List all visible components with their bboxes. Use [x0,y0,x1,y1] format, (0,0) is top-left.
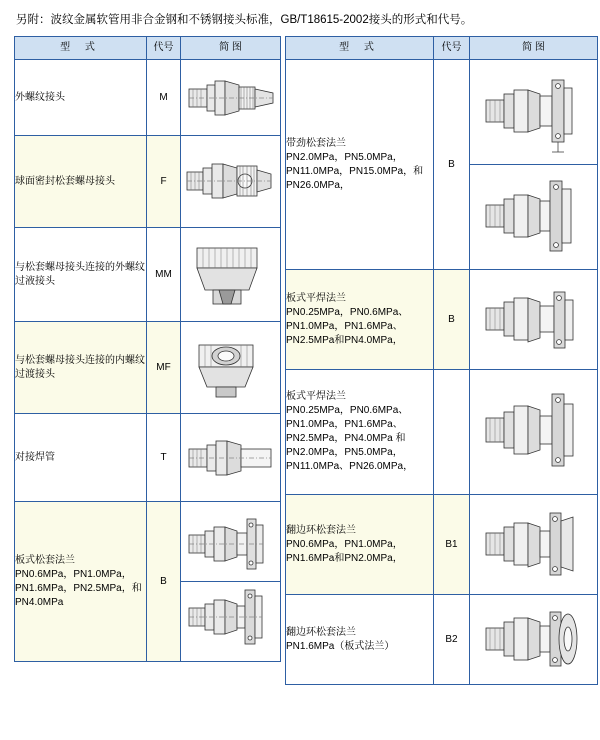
header-type: 型 式 [286,37,434,60]
row-code: B2 [434,595,470,685]
table-header-row [15,37,281,60]
row-type-name [286,60,434,270]
row-type-name [15,502,147,662]
header-code: 代号 [147,37,181,60]
row-type-detail: PN0.6MPa，PN1.0MPa，PN1.6MPa，PN2.5MPa，和PN4.0MPa [15,568,142,608]
table-row [15,502,281,662]
plate-loose-flange-figure-top [181,509,280,582]
row-type-detail: PN0.25MPa，PN0.6MPa、PN1.0MPa，PN1.6MPa、PN2.5MPa，PN4.0MPa 和PN2.0MPa，PN5.0MPa，PN11.0MPa、PN26.0MPa， [286,405,414,472]
row-type-title: 翻边环松套法兰 [286,626,356,638]
row-code: MF [147,322,181,414]
row-type-title: 板式平焊法兰 [286,292,346,304]
row-code: MM [147,228,181,322]
plate-flat-weld-flange-figure-2 [470,370,598,495]
row-type-title: 板式平焊法兰 [286,391,346,402]
plate-flat-weld-flange-figure-1 [470,270,598,370]
lap-joint-flange-figure [470,495,598,595]
table-row [15,414,281,502]
row-type-detail: PN2.0MPa，PN5.0MPa，PN11.0MPa，PN15.0MPa，和PN26.0MPa， [286,151,424,191]
table-row [15,136,281,228]
row-type-title: 翻边环松套法兰 [286,524,356,536]
male-thread-fitting-figure [181,60,281,136]
table-row [15,322,281,414]
table-row [15,228,281,322]
table-row [286,270,598,370]
row-type-detail: PN1.6MPa（板式法兰） [286,640,395,652]
header-type: 型 式 [15,37,147,60]
plate-loose-flange-figure-bottom [181,582,280,654]
external-thread-transition-figure [181,228,281,322]
row-code: M [147,60,181,136]
lap-joint-flange-plate-figure [470,595,598,685]
row-type-title: 板式松套法兰 [15,554,75,566]
row-code: B1 [434,495,470,595]
header-figure: 简 图 [470,37,598,60]
table-row [15,60,281,136]
row-code: B [434,60,470,270]
ribbed-loose-flange-figure-2 [470,165,598,270]
table-header-row [286,37,598,60]
row-type-name: 与松套螺母接头连接的内螺纹过渡接头 [15,322,147,414]
row-type-name [286,270,434,370]
spherical-seal-union-nut-figure [181,136,281,228]
row-type-name: 外螺纹接头 [15,60,147,136]
row-code: B [434,270,470,370]
row-type-detail: PN0.6MPa，PN1.0MPa，PN1.6MPa和PN2.0MPa， [286,538,403,564]
header-figure: 简 图 [181,37,281,60]
row-type-name [286,370,434,495]
tables-container [14,36,586,685]
row-code: F [147,136,181,228]
row-type-name [286,595,434,685]
butt-weld-pipe-figure [181,414,281,502]
header-code: 代号 [434,37,470,60]
row-code: T [147,414,181,502]
row-type-name: 对接焊管 [15,414,147,502]
plate-loose-flange-figure [181,502,281,662]
right-spec-table [285,36,598,685]
table-row [286,370,598,495]
row-type-name [286,495,434,595]
ribbed-loose-flange-figure-1 [470,60,598,165]
table-row [286,595,598,685]
row-type-title: 带劲松套法兰 [286,137,346,149]
left-spec-table [14,36,281,662]
row-type-name: 球面密封松套螺母接头 [15,136,147,228]
table-row [286,495,598,595]
internal-thread-transition-figure [181,322,281,414]
row-code [434,370,470,495]
row-type-name: 与松套螺母接头连接的外螺纹过液接头 [15,228,147,322]
page-title: 另附：波纹金属软管用非合金钢和不锈钢接头标准，GB/T18615-2002接头的形式和代号。 [16,14,473,26]
row-code: B [147,502,181,662]
row-type-detail: PN0.25MPa，PN0.6MPa、PN1.0MPa，PN1.6MPa、PN2.5MPa和PN4.0MPa， [286,306,409,346]
table-row [286,60,598,165]
